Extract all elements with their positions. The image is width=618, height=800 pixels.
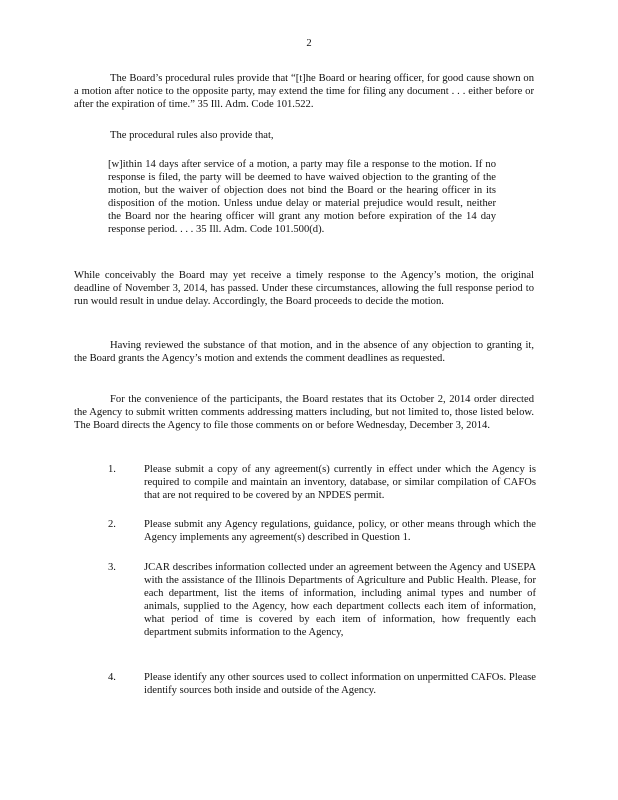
page-number: 2 [306,38,312,49]
question-number: 2. [108,519,116,530]
question-text: Please submit a copy of any agreement(s) currently in effect under which the Agency is required to compile and maintain an inventory, database, or similar compilation of CAFOs that are not required to be covered by an NPDES permit. [144,464,536,501]
paragraph-grants-motion: Having reviewed the substance of that motion, and in the absence of any objection to granting it, the Board grants the Agency’s motion and extends the comment deadlines as requested. [74,340,534,364]
question-number: 1. [108,464,116,475]
question-text: Please submit any Agency regulations, guidance, policy, or other means through which the Agency implements any agreement(s) described in Question 1. [144,519,536,543]
block-quote-rule: [w]ithin 14 days after service of a motion, a party may file a response to the motion. If no response is filed, the party will be deemed to have waived objection to the granting of the motion, but the waiver of objection does not bind the Board or the hearing officer in its disposition of the motion. Unless undue delay or material prejudice would result, neither the Board nor the hearing officer will grant any motion before expiration of the 14 day response period. . . . 35 Ill. Adm. Code 101.500(d). [108,159,496,235]
question-number: 3. [108,562,116,573]
question-text: Please identify any other sources used to collect information on unpermitted CAFOs. Please identify sources both inside and outside of the Agency. [144,672,536,696]
paragraph-rules-also-provide: The procedural rules also provide that, [110,130,274,141]
question-text: JCAR describes information collected under an agreement between the Agency and USEPA with the assistance of the Illinois Departments of Agriculture and Public Health. Please, for each department, list the items of information, including animal types and number of animals, supplied to the Agency, how each department collects each item of information, what period of time is covered by each item of information, how frequently each department submits information to the Agency, [144,562,536,638]
paragraph-restates-order: For the convenience of the participants, the Board restates that its October 2, 2014 order directed the Agency to submit written comments addressing matters including, but not limited to, those listed below. The Board directs the Agency to file those comments on or before Wednesday, December 3, 2014. [74,394,534,431]
paragraph-timely-response: While conceivably the Board may yet receive a timely response to the Agency’s motion, the original deadline of November 3, 2014, has passed. Under these circumstances, allowing the full response period to run would result in undue delay. Accordingly, the Board proceeds to decide the motion. [74,270,534,307]
paragraph-procedural-rules: The Board’s procedural rules provide that “[t]he Board or hearing officer, for good cause shown on a motion after notice to the opposite party, may extend the time for filing any document . . . either before or after the expiration of time.” 35 Ill. Adm. Code 101.522. [74,73,534,110]
question-number: 4. [108,672,116,683]
